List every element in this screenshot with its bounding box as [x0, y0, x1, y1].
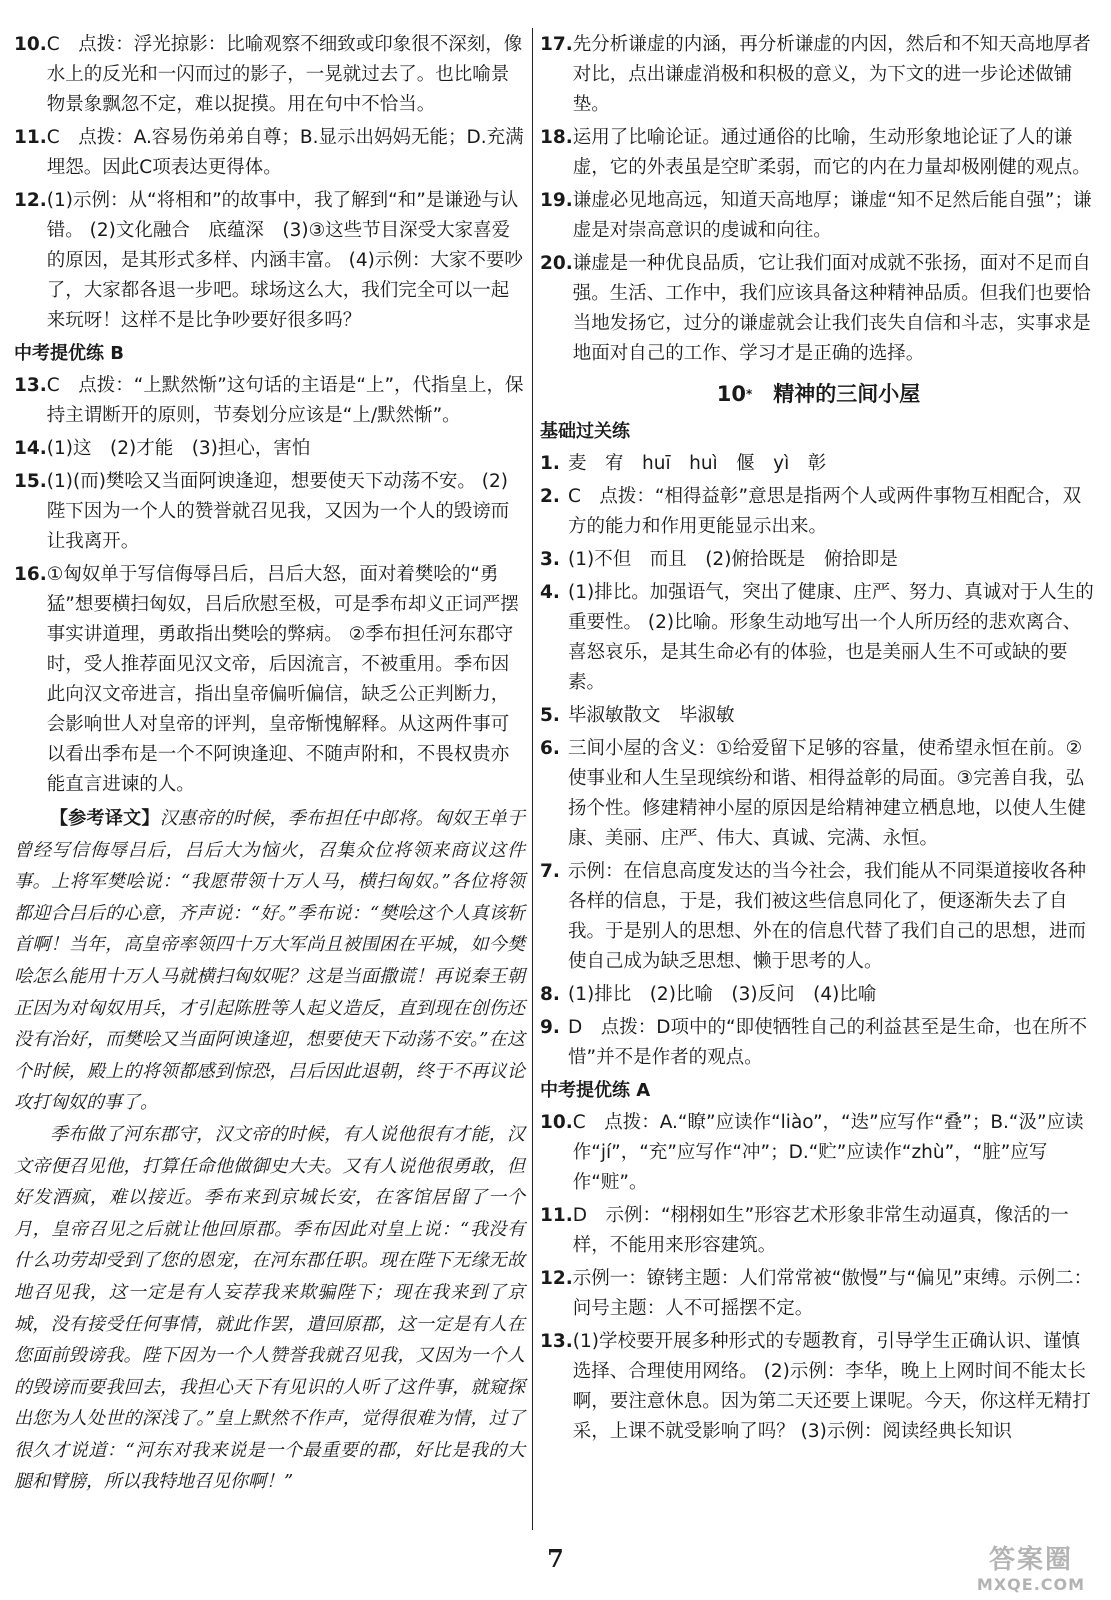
answer-number: 12. — [14, 190, 47, 211]
answer-number: 5. — [540, 705, 560, 726]
answer-item — [540, 249, 1097, 369]
translation-paragraph-2: 季布做了河东郡守，汉文帝的时候，有人说他很有才能，汉文帝便召见他，打算任命他做御史大夫。又有人说他很勇敢，但好发酒疯，难以接近。季布来到京城长安，在客馆居留了一个月，皇帝召见之后就让他回原郡。季布因此对皇上说：“我没有什么功劳却受到了您的恩宠，在河东郡任职。现在陛下无缘无故地召见我，这一定是有人妄荐我来欺骗陛下；现在我来到了京城，没有接受任何事情，就此作罢，遣回原郡，这一定是有人在您面前毁谤我。陛下因为一个人赞誉我就召见我，又因为一个人的毁谤而要我回去，我担心天下有见识的人听了这件事，就窥探出您为人处世的深浅了。”皇上默然不作声，觉得很难为情，过了很久才说道：“河东对我来说是一个最重要的郡，好比是我的大腿和臂膀，所以我特地召见你啊！” — [14, 1123, 525, 1493]
answer-text: (1)(而)樊哙又当面阿谀逢迎，想要使天下动荡不安。 (2)陛下因为一个人的赞誉就召见我，又因为一个人的毁谤而让我离开。 — [46, 471, 510, 552]
answer-number: 11. — [540, 1205, 573, 1226]
answer-number: 10. — [14, 34, 47, 55]
answer-item — [540, 1327, 1097, 1447]
answer-item — [540, 482, 1097, 542]
answer-item — [540, 1108, 1097, 1198]
answer-number: 11. — [14, 127, 47, 148]
answer-number: 1. — [540, 453, 560, 474]
translation-paragraph-1: 汉惠帝的时候，季布担任中郎将。匈奴王单于曾经写信侮辱吕后，吕后大为恼火，召集众位将领来商议这件事。上将军樊哙说：“我愿带领十万人马，横扫匈奴。”各位将领都迎合吕后的心意，齐声说：“好。”季布说：“樊哙这个人真该斩首啊！当年，高皇帝率领四十万大军尚且被围困在平城，如今樊哙怎么能用十万人马就横扫匈奴呢？这是当面撒谎！再说秦王朝正因为对匈奴用兵，才引起陈胜等人起义造反，直到现在创伤还没有治好，而樊哙又当面阿谀逢迎，想要使天下动荡不安。”在这个时候，殿上的将领都感到惊恐，吕后因此退朝，终于不再议论攻打匈奴的事了。 — [14, 808, 526, 1114]
answer-item — [14, 371, 525, 431]
left-answer-group-b — [14, 371, 525, 800]
reference-translation — [14, 803, 525, 1498]
answer-item — [14, 434, 525, 464]
right-answer-group-a — [540, 1108, 1097, 1447]
answer-item — [540, 701, 1097, 731]
answer-text: 示例一：镣铐主题：人们常常被“傲慢”与“偏见”束缚。示例二：问号主题：人不可摇摆不定。 — [572, 1268, 1093, 1319]
watermark-line-1: 答案圈 — [988, 1545, 1073, 1575]
answer-item — [540, 578, 1097, 698]
answer-item — [14, 123, 525, 183]
answer-item — [540, 1013, 1097, 1073]
answer-number: 10. — [540, 1112, 573, 1133]
answer-item — [540, 1201, 1097, 1261]
right-answer-group-top — [540, 30, 1097, 369]
answer-item — [540, 1264, 1097, 1324]
lesson-mark: * — [745, 387, 753, 401]
answer-number: 14. — [14, 438, 47, 459]
answer-text: 谦虚必见地高远，知道天高地厚；谦虚“知不足然后能自强”；谦虚是对崇高意识的虔诚和向往。 — [572, 190, 1092, 241]
answer-number: 6. — [540, 738, 560, 759]
answer-text: 示例：在信息高度发达的当今社会，我们能从不同渠道接收各种各样的信息，于是，我们被这些信息同化了，便逐渐失去了自我。于是别人的思想、外在的信息代替了我们自己的思想，进而使自己成为缺乏思想、懒于思考的人。 — [568, 861, 1087, 972]
answer-text: C 点拨：A.容易伤弟弟自尊；B.显示出妈妈无能；D.充满埋怨。因此C项表达更得体。 — [46, 127, 524, 178]
answer-text: D 示例：“栩栩如生”形容艺术形象非常生动逼真，像活的一样，不能用来形容建筑。 — [572, 1205, 1069, 1256]
answer-text: (1)排比 (2)比喻 (3)反问 (4)比喻 — [568, 984, 877, 1005]
answer-number: 17. — [540, 34, 573, 55]
answer-number: 16. — [14, 564, 47, 585]
answer-number: 13. — [540, 1331, 573, 1352]
answer-text: 三间小屋的含义：①给爱留下足够的容量，使希望永恒在前。②使事业和人生呈现缤纷和谐、相得益彰的局面。③完善自我，弘扬个性。修建精神小屋的原因是给精神建立栖息地，以使人生健康、美丽、庄严、伟大、真诚、完满、永恒。 — [568, 738, 1087, 849]
answer-number: 8. — [540, 984, 560, 1005]
answer-text: (1)排比。加强语气，突出了健康、庄严、努力、真诚对于人生的重要性。 (2)比喻。形象生动地写出一个人所历经的悲欢离合、喜怒哀乐，是其生命必有的体验，也是美丽人生不可或缺的要素。 — [568, 582, 1094, 693]
answer-text: 谦虚是一种优良品质，它让我们面对成就不张扬，面对不足而自强。生活、工作中，我们应该具备这种精神品质。但我们也要恰当地发扬它，过分的谦虚就会让我们丧失自信和斗志，实事求是地面对自己的工作、学习才是正确的选择。 — [572, 253, 1091, 364]
answer-item — [540, 734, 1097, 854]
answer-text: (1)这 (2)才能 (3)担心，害怕 — [46, 438, 311, 459]
answer-number: 12. — [540, 1268, 573, 1289]
answer-number: 2. — [540, 486, 560, 507]
answer-text: (1)不但 而且 (2)俯拾既是 俯拾即是 — [568, 549, 898, 570]
answer-text: 先分析谦虚的内涵，再分析谦虚的内因，然后和不知天高地厚者对比，点出谦虚消极和积极的意义，为下文的进一步论述做铺垫。 — [572, 34, 1091, 115]
answer-text: (1)示例：从“将相和”的故事中，我了解到“和”是谦逊与认错。 (2)文化融合 底蕴深 (3)③这些节目深受大家喜爱的原因，是其形式多样、内涵丰富。 (4)示例：大家不要吵了，大家都各退一步吧。球场这么大，我们完全可以一起来玩呀！这样不是比争吵要好很多吗？ — [46, 190, 523, 331]
lesson-title — [540, 375, 1097, 413]
answer-text: (1)学校要开展多种形式的专题教育，引导学生正确认识、谨慎选择、合理使用网络。 (2)示例：李华，晚上上网时间不能太长啊，要注意休息。因为第二天还要上课呢。今天，你这样无精打采，上课不就受影响了吗？ (3)示例：阅读经典长知识 — [572, 1331, 1091, 1442]
answer-text: ①匈奴单于写信侮辱吕后，吕后大怒，面对着樊哙的“勇猛”想要横扫匈奴，吕后欣慰至极，可是季布却义正词严摆事实讲道理，勇敢指出樊哙的弊病。 ②季布担任河东郡守时，受人推荐面见汉文帝，后因流言，不被重用。季布因此向汉文帝进言，指出皇帝偏听偏信，缺乏公正判断力，会影响世人对皇帝的评判，皇帝惭愧解释。从这两件事可以看出季布是一个不阿谀逢迎、不随声附和，不畏权贵亦能直言进谏的人。 — [46, 564, 519, 795]
answer-number: 15. — [14, 471, 47, 492]
answer-item — [540, 857, 1097, 977]
column-divider — [532, 28, 533, 1530]
answer-text: 麦 宥 huī huì 偃 yì 彰 — [568, 453, 827, 474]
left-answer-group-a — [14, 30, 525, 336]
answer-number: 19. — [540, 190, 573, 211]
answer-item — [540, 186, 1097, 246]
answer-item — [14, 186, 525, 336]
answer-text: 毕淑敏散文 毕淑敏 — [568, 705, 735, 726]
answer-text: C 点拨：“上默然惭”这句话的主语是“上”，代指皇上，保持主谓断开的原则，节奏划分应该是“上/默然惭”。 — [46, 375, 524, 426]
answer-item — [540, 449, 1097, 479]
section-heading-b: 中考提优练 B — [14, 343, 124, 364]
answer-number: 9. — [540, 1017, 560, 1038]
answer-item — [540, 123, 1097, 183]
translation-label: 【参考译文】 — [50, 808, 160, 829]
answer-text: D 点拨：D项中的“即使牺牲自己的利益甚至是生命，也在所不惜”并不是作者的观点。 — [568, 1017, 1088, 1068]
answer-text: C 点拨：“相得益彰”意思是指两个人或两件事物互相配合，双方的能力和作用更能显示出来。 — [568, 486, 1082, 537]
watermark-line-2: MXQE.COM — [976, 1575, 1086, 1594]
answer-item — [14, 467, 525, 557]
answer-item — [540, 545, 1097, 575]
left-column — [14, 30, 525, 1498]
page-number: 7 — [547, 1544, 564, 1573]
lesson-name: 精神的三间小屋 — [773, 382, 921, 406]
watermark-logo — [961, 1544, 1101, 1594]
answer-number: 4. — [540, 582, 560, 603]
answer-item — [540, 30, 1097, 120]
answer-text: C 点拨：浮光掠影：比喻观察不细致或印象很不深刻，像水上的反光和一闪而过的影子，一晃就过去了。也比喻景物景象飘忽不定，难以捉摸。用在句中不恰当。 — [46, 34, 523, 115]
section-heading-a: 中考提优练 A — [540, 1080, 651, 1101]
answer-number: 13. — [14, 375, 47, 396]
section-heading-basic: 基础过关练 — [540, 421, 630, 442]
answer-item — [540, 980, 1097, 1010]
right-answer-group-basic — [540, 449, 1097, 1073]
answer-number: 7. — [540, 861, 560, 882]
answer-text: 运用了比喻论证。通过通俗的比喻，生动形象地论证了人的谦虚，它的外表虽是空旷柔弱，而它的内在力量却极刚健的观点。 — [572, 127, 1091, 178]
answer-text: C 点拨：A.“瞭”应读作“liào”，“迭”应写作“叠”；B.“汲”应读作“jí”，“充”应写作“冲”；D.“贮”应读作“zhù”，“脏”应写作“赃”。 — [572, 1112, 1084, 1193]
answer-number: 18. — [540, 127, 573, 148]
answer-number: 20. — [540, 253, 573, 274]
lesson-number: 10 — [716, 382, 746, 406]
right-column — [540, 30, 1097, 1450]
answer-number: 3. — [540, 549, 560, 570]
answer-item — [14, 560, 525, 800]
answer-item — [14, 30, 525, 120]
